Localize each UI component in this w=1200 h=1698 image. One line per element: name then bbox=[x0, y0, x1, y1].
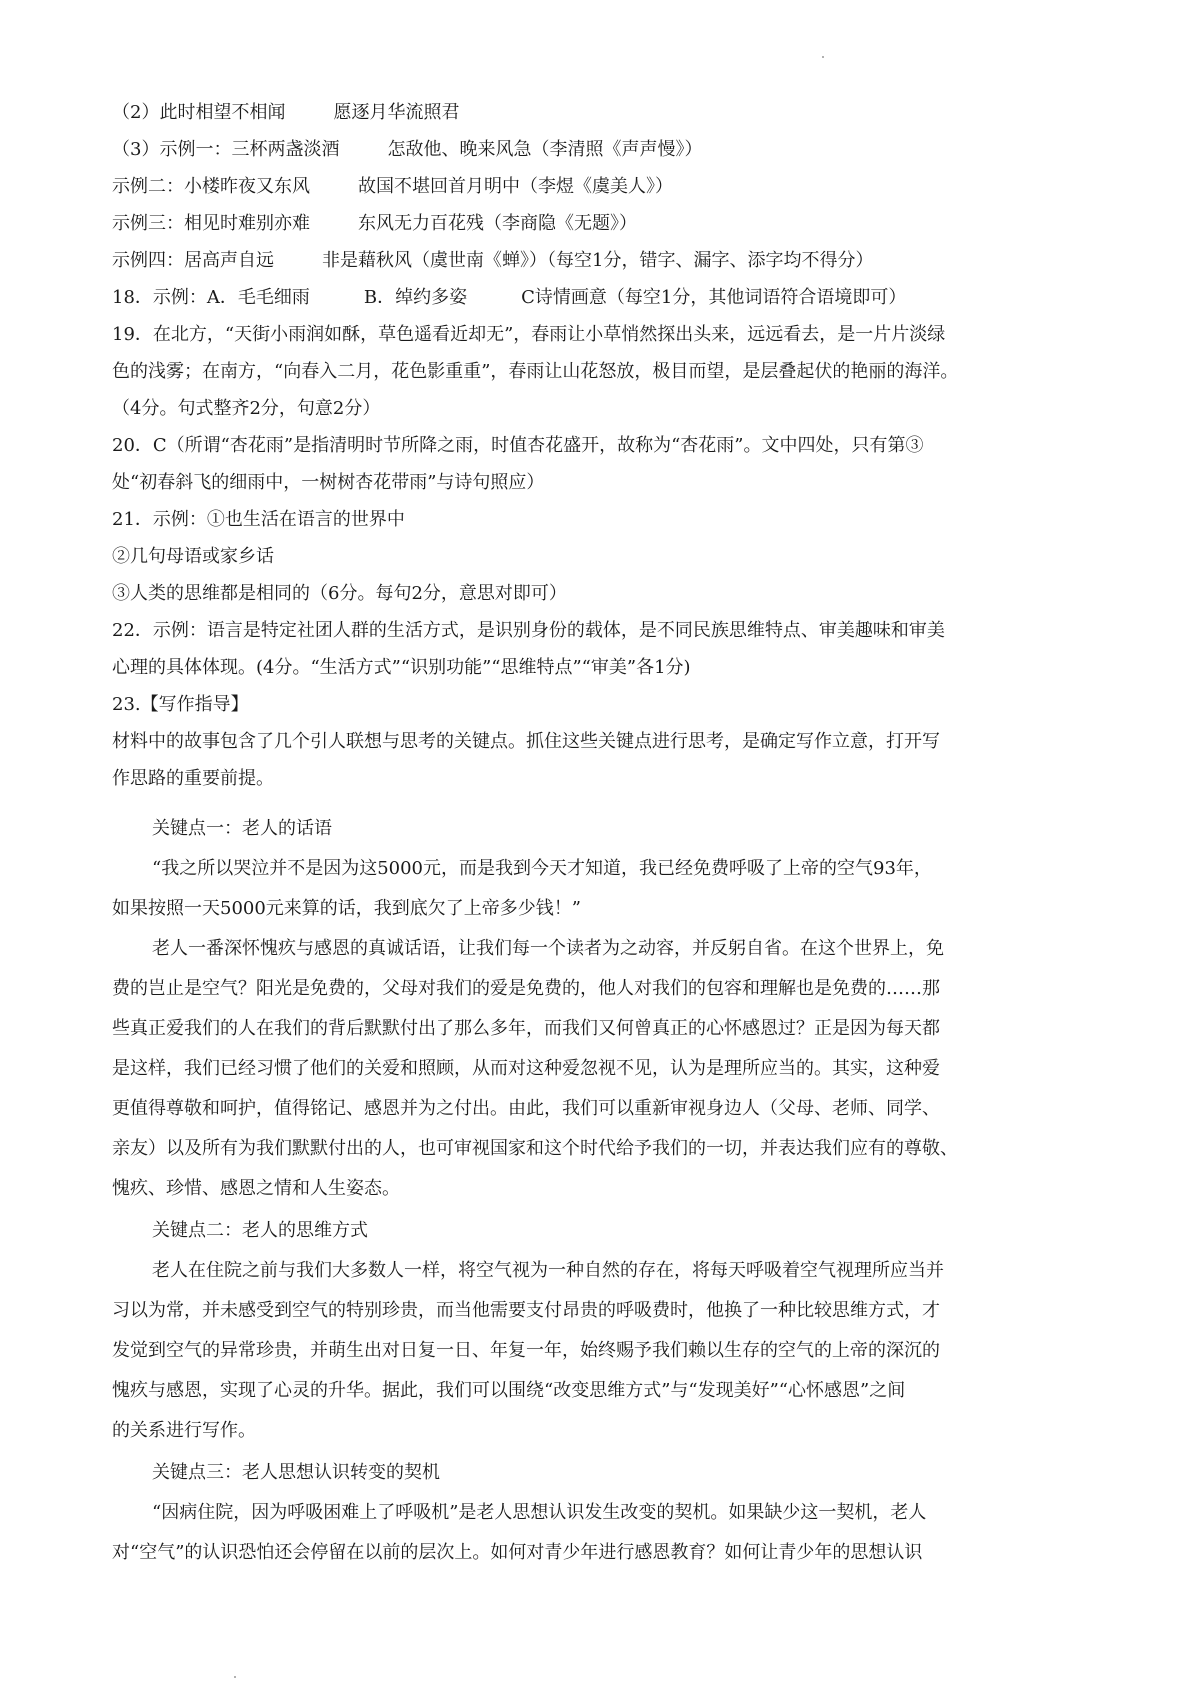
answer-22-line2: 心理的具体体现。(4分。“生活方式”“识别功能”“思维特点”“审美”各1分) bbox=[112, 657, 691, 678]
key-point-3-para-line2: 对“空气”的认识恐怕还会停留在以前的层次上。如何对青少年进行感恩教育？如何让青少年的思想认识 bbox=[112, 1542, 923, 1563]
writing-guide-line2: 作思路的重要前提。 bbox=[112, 768, 274, 789]
key-point-2-para-line1: 老人在住院之前与我们大多数人一样，将空气视为一种自然的存在，将每天呼吸着空气视理所应当并 bbox=[152, 1260, 944, 1281]
key-point-1-para-line6: 亲友）以及所有为我们默默付出的人，也可审视国家和这个时代给予我们的一切，并表达我们应有的尊敬、 bbox=[112, 1138, 958, 1159]
writing-guide-line1: 材料中的故事包含了几个引人联想与思考的关键点。抓住这些关键点进行思考，是确定写作立意，打开写 bbox=[112, 731, 940, 752]
answer-21-line1: 21．示例：①也生活在语言的世界中 bbox=[112, 509, 405, 530]
answer-17-3-ex4 bbox=[112, 249, 873, 273]
text-segment: 愿逐月华流照君 bbox=[333, 102, 460, 123]
text-segment: （2）此时相望不相闻 bbox=[112, 102, 286, 123]
key-point-3-heading: 关键点三：老人思想认识转变的契机 bbox=[152, 1462, 440, 1483]
key-point-2-para-line3: 发觉到空气的异常珍贵，并萌生出对日复一日、年复一年，始终赐予我们赖以生存的空气的上帝的深沉的 bbox=[112, 1340, 940, 1361]
key-point-1-quote2: 如果按照一天5000元来算的话，我到底欠了上帝多少钱！” bbox=[112, 898, 582, 919]
answer-20-line1: 20．C（所谓“杏花雨”是指清明时节所降之雨，时值杏花盛开，故称为“杏花雨”。文中四处，只有第③ bbox=[112, 435, 924, 456]
answer-20-line2: 处“初春斜飞的细雨中，一树树杏花带雨”与诗句照应） bbox=[112, 472, 545, 493]
answer-17-3-ex3 bbox=[112, 212, 637, 236]
key-point-2-para-line5: 的关系进行写作。 bbox=[112, 1420, 256, 1441]
key-point-1-para-line5: 更值得尊敬和呵护，值得铭记、感恩并为之付出。由此，我们可以重新审视身边人（父母、老师、同学、 bbox=[112, 1098, 940, 1119]
answer-22-line1: 22．示例：语言是特定社团人群的生活方式，是识别身份的载体，是不同民族思维特点、审美趣味和审美 bbox=[112, 620, 945, 641]
key-point-1-heading: 关键点一：老人的话语 bbox=[152, 818, 332, 839]
answer-17-3-ex2 bbox=[112, 175, 673, 199]
answer-23-heading: 23.【写作指导】 bbox=[112, 694, 249, 715]
text-segment: 东风无力百花残（李商隐《无题》） bbox=[358, 213, 637, 234]
answer-21-line3: ③人类的思维都是相同的（6分。每句2分，意思对即可） bbox=[112, 583, 567, 604]
answer-17-3-ex1 bbox=[112, 138, 702, 162]
answer-19-line2: 色的浅雾；在南方，“向春入二月，花色影重重”，春雨让山花怒放，极目而望，是层叠起伏的艳丽的海洋。 bbox=[112, 361, 959, 382]
key-point-1-para-line2: 费的岂止是空气？阳光是免费的，父母对我们的爱是免费的，他人对我们的包容和理解也是免费的……那 bbox=[112, 978, 940, 999]
text-segment: 怎敌他、晚来风急（李清照《声声慢》） bbox=[387, 139, 703, 160]
answer-19-line3: （4分。句式整齐2分，句意2分） bbox=[112, 398, 381, 419]
key-point-1-para-line4: 是这样，我们已经习惯了他们的关爱和照顾，从而对这种爱忽视不见，认为是理所应当的。其实，这种爱 bbox=[112, 1058, 940, 1079]
text-segment: 示例二：小楼昨夜又东风 bbox=[112, 176, 310, 197]
text-segment: 示例四：居高声自远 bbox=[112, 250, 274, 271]
answer-18: 18．示例：A．毛毛细雨 B．绰约多姿 C诗情画意（每空1分，其他词语符合语境即可） bbox=[112, 287, 907, 308]
text-segment: 示例三：相见时难别亦难 bbox=[112, 213, 310, 234]
scan-speck bbox=[822, 56, 824, 58]
key-point-1-para-line1: 老人一番深怀愧疚与感恩的真诚话语，让我们每一个读者为之动容，并反躬自省。在这个世界上，免 bbox=[152, 938, 944, 959]
key-point-1-para-line3: 些真正爱我们的人在我们的背后默默付出了那么多年，而我们又何曾真正的心怀感恩过？正是因为每天都 bbox=[112, 1018, 940, 1039]
key-point-1-quote1: “我之所以哭泣并不是因为这5000元，而是我到今天才知道，我已经免费呼吸了上帝的空气93年， bbox=[152, 858, 932, 879]
key-point-2-heading: 关键点二：老人的思维方式 bbox=[152, 1220, 368, 1241]
text-segment: （3）示例一：三杯两盏淡酒 bbox=[112, 139, 340, 160]
text-segment: 非是藉秋风（虞世南《蝉》）（每空1分，错字、漏字、添字均不得分） bbox=[322, 250, 874, 271]
text-segment: 故国不堪回首月明中（李煜《虞美人》） bbox=[358, 176, 673, 197]
key-point-2-para-line4: 愧疚与感恩，实现了心灵的升华。据此，我们可以围绕“改变思维方式”与“发现美好”“心怀感恩”之间 bbox=[112, 1380, 906, 1401]
key-point-3-para-line1: “因病住院，因为呼吸困难上了呼吸机”是老人思想认识发生改变的契机。如果缺少这一契机，老人 bbox=[152, 1502, 927, 1523]
answer-17-2 bbox=[112, 101, 459, 125]
answer-19-line1: 19．在北方，“天街小雨润如酥，草色遥看近却无”，春雨让小草悄然探出头来，远远看去，是一片片淡绿 bbox=[112, 324, 946, 345]
answer-21-line2: ②几句母语或家乡话 bbox=[112, 546, 274, 567]
key-point-1-para-line7: 愧疚、珍惜、感恩之情和人生姿态。 bbox=[112, 1178, 400, 1199]
scan-speck bbox=[234, 1676, 236, 1678]
key-point-2-para-line2: 习以为常，并未感受到空气的特别珍贵，而当他需要支付昂贵的呼吸费时，他换了一种比较思维方式，才 bbox=[112, 1300, 940, 1321]
